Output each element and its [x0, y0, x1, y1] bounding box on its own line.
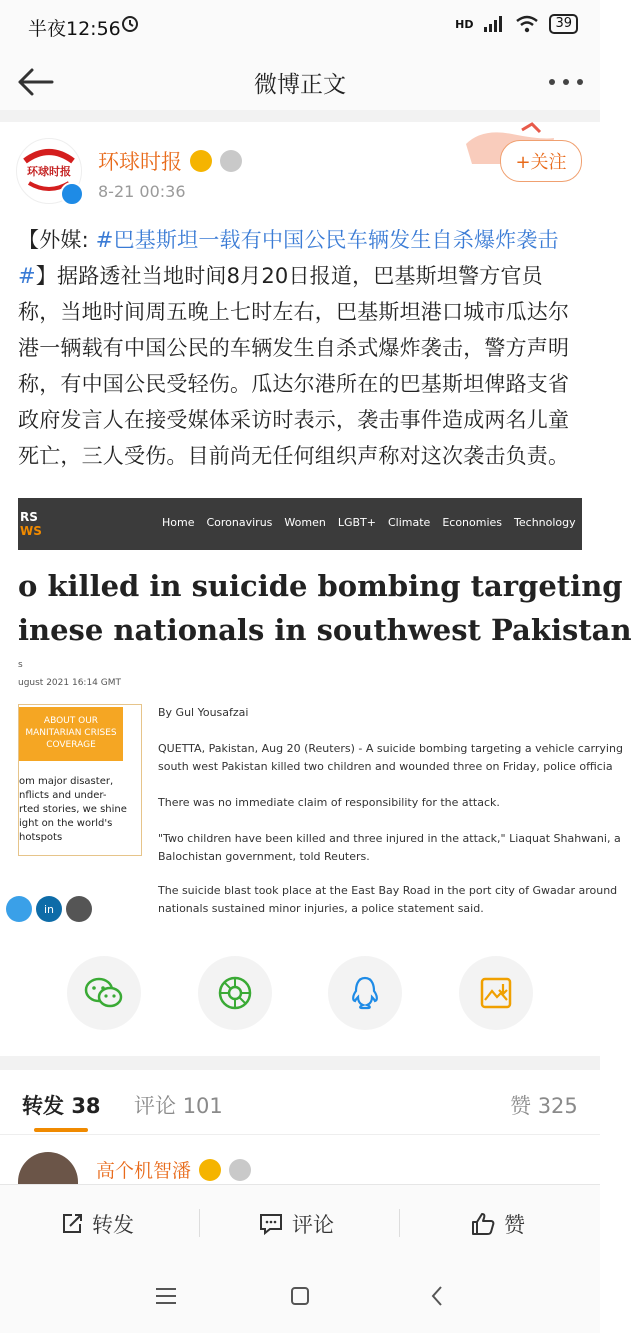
menu-item: Women — [284, 516, 326, 529]
like-label: 赞 — [504, 1213, 525, 1237]
linkedin-label: in — [43, 902, 55, 916]
article-p4-line1: The suicide blast took place at the East Bay Road in the port city of Gwadar around — [158, 884, 618, 897]
medal-badge-icon — [229, 1159, 251, 1181]
post-timestamp: 8-21 00:36 — [98, 182, 186, 201]
bottom-action-bar — [0, 1184, 600, 1261]
more-icon[interactable] — [546, 62, 586, 102]
article-logo — [20, 510, 42, 538]
active-tab-indicator — [34, 1128, 88, 1132]
status-time: 半夜12:56 — [28, 18, 121, 40]
moments-icon — [217, 975, 253, 1011]
tab-repost-count: 38 — [71, 1094, 101, 1118]
comment-button[interactable] — [258, 1209, 334, 1239]
comment-label: 评论 — [292, 1213, 334, 1237]
share-row — [0, 956, 600, 1032]
qq-icon — [350, 975, 380, 1011]
logo-line-2: WS — [20, 524, 42, 538]
thumbs-up-icon — [470, 1211, 496, 1237]
commenter-row — [96, 1156, 251, 1183]
page-title: 微博正文 — [254, 72, 346, 98]
divider — [0, 1134, 600, 1135]
wifi-icon — [515, 15, 539, 33]
post-text-body: 】据路透社当地时间8月20日报道，巴基斯坦警方官员称，当地时间周五晚上七时左右，巴基斯坦港口城市瓜达尔港一辆载有中国公民的车辆发生自杀式爆炸袭击，警方声明称，有中国公民受轻伤。瓜达尔港所在的巴基斯坦俾路支省政府发言人在接受媒体采访时表示，袭击事件造成两名儿童死亡，三人受伤。目前尚无任何组织声称对这次袭击负责。 — [18, 264, 570, 468]
signal-icon — [483, 15, 505, 33]
article-menu — [162, 516, 629, 529]
repost-button[interactable] — [60, 1209, 134, 1239]
home-square-icon[interactable] — [286, 1282, 314, 1310]
share-wechat-button[interactable] — [67, 956, 141, 1030]
article-headline — [18, 564, 632, 652]
menu-item: Slavery — [587, 516, 629, 529]
crown-badge-icon — [199, 1159, 221, 1181]
headline-line-1: o killed in suicide bombing targeting — [18, 569, 623, 603]
tab-like[interactable] — [510, 1090, 578, 1120]
article-p3-line2: Balochistan government, told Reuters. — [158, 850, 370, 863]
network-label: HD — [455, 17, 474, 31]
medal-badge-icon — [220, 150, 242, 172]
article-meta-author: s — [18, 660, 23, 670]
article-p2: There was no immediate claim of responsibility for the attack. — [158, 796, 500, 809]
hashtag-link[interactable]: #巴基斯坦一载有中国公民车辆发生自杀爆炸袭击# — [18, 228, 559, 288]
article-image[interactable] — [18, 498, 632, 918]
menu-item: Climate — [387, 516, 431, 529]
post-text-prefix: 【外媒: — [18, 228, 96, 252]
author-name[interactable]: 环球时报 — [98, 150, 182, 174]
avatar-brand-text: 环球时报 — [27, 165, 71, 178]
commenter-name[interactable]: 高个机智潘 — [96, 1160, 192, 1182]
menu-item: Technology — [514, 516, 576, 529]
article-meta-date: ugust 2021 16:14 GMT — [18, 678, 121, 688]
save-image-button[interactable] — [459, 956, 533, 1030]
menu-item: LGBT+ — [337, 516, 376, 529]
alarm-icon — [120, 13, 140, 33]
promo-box — [18, 704, 142, 856]
promo-title: ABOUT OUR MANITARIAN CRISES COVERAGE — [19, 707, 123, 761]
divider — [199, 1209, 200, 1237]
article-byline: By Gul Yousafzai — [158, 706, 249, 719]
tab-like-label: 赞 — [510, 1094, 531, 1118]
like-button[interactable] — [470, 1209, 525, 1239]
menu-item: Economies — [442, 516, 503, 529]
share-moments-button[interactable] — [198, 956, 272, 1030]
headline-line-2: inese nationals in southwest Pakistan — [18, 613, 632, 647]
divider — [399, 1209, 400, 1237]
article-p3-line1: "Two children have been killed and three injured in the attack," Liaquat Shahwani, a — [158, 832, 621, 845]
top-nav-bar — [0, 54, 600, 111]
crown-badge-icon — [190, 150, 212, 172]
save-image-icon — [479, 976, 513, 1010]
menu-item: Home — [162, 516, 195, 529]
logo-line-1: RS — [20, 510, 38, 524]
follow-button[interactable]: +关注 — [500, 140, 582, 182]
section-gap — [0, 1056, 600, 1070]
menu-item: Coronavirus — [206, 516, 273, 529]
tab-comment-count: 101 — [182, 1094, 223, 1118]
section-gap — [0, 110, 600, 122]
menu-icon[interactable] — [152, 1282, 180, 1310]
tab-like-count: 325 — [537, 1094, 578, 1118]
interaction-tabs — [0, 1070, 600, 1134]
repost-label: 转发 — [92, 1213, 134, 1237]
post-body — [18, 222, 584, 474]
comment-icon — [258, 1212, 284, 1236]
back-chevron-icon[interactable] — [424, 1282, 452, 1310]
status-indicators — [455, 14, 578, 34]
promo-text: om major disaster, nflicts and under- rted stories, we shine ight on the world's hotspots — [19, 776, 127, 843]
author-row — [98, 146, 242, 176]
status-bar — [0, 0, 600, 54]
verified-badge-icon — [60, 182, 84, 206]
article-nav-bar — [18, 498, 629, 550]
twitter-icon — [6, 896, 32, 922]
article-p1-line1: QUETTA, Pakistan, Aug 20 (Reuters) - A suicide bombing targeting a vehicle carrying — [158, 742, 623, 755]
system-nav-bar — [0, 1260, 600, 1333]
wechat-icon — [84, 976, 124, 1010]
article-p1-line2: south west Pakistan killed two children and wounded three on Friday, police officia — [158, 760, 613, 773]
tab-comment-label: 评论 — [134, 1094, 176, 1118]
tab-repost[interactable] — [22, 1090, 101, 1120]
article-p4-line2: nationals sustained minor injuries, a police statement said. — [158, 902, 484, 915]
tab-repost-label: 转发 — [22, 1094, 64, 1118]
battery-indicator: 39 — [549, 14, 578, 34]
share-qq-button[interactable] — [328, 956, 402, 1030]
email-icon — [66, 896, 92, 922]
tab-comment[interactable] — [134, 1090, 223, 1120]
linkedin-icon — [36, 896, 62, 922]
repost-icon — [60, 1212, 84, 1236]
